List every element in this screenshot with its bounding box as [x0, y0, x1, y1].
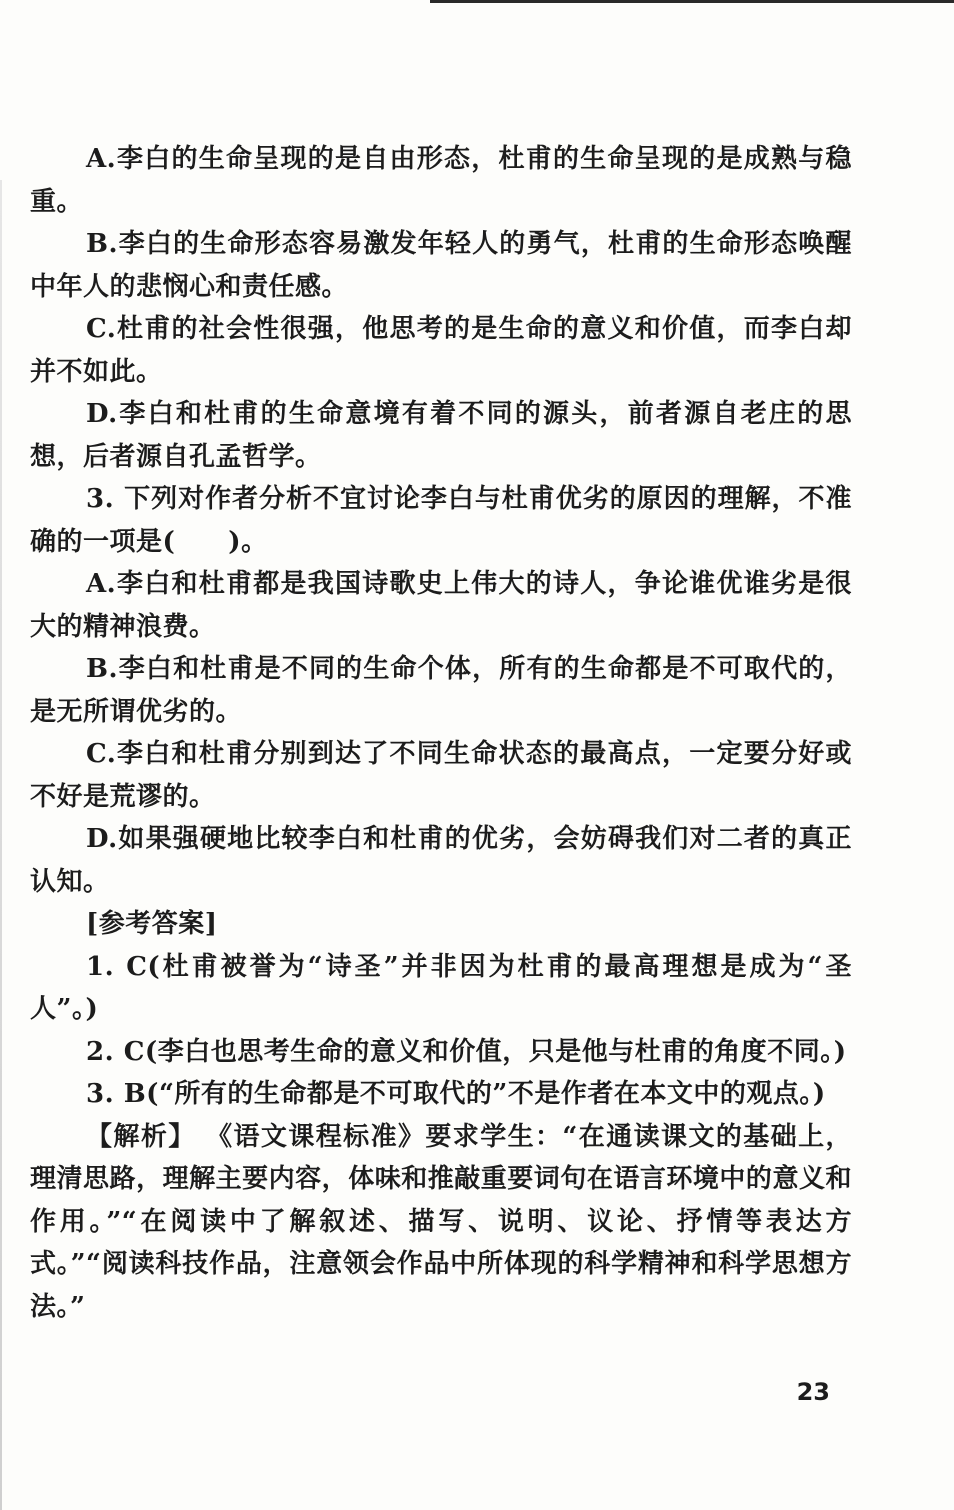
q2-option-c: C.杜甫的社会性很强，他思考的是生命的意义和价值，而李白却并不如此。 [30, 314, 852, 387]
q3-option-c: C.李白和杜甫分别到达了不同生命状态的最高点，一定要分好或不好是荒谬的。 [30, 739, 852, 812]
q2-option-b: B.李白的生命形态容易激发年轻人的勇气，杜甫的生命形态唤醒中年人的悲悯心和责任感。 [30, 229, 852, 302]
analysis-paragraph [30, 1116, 852, 1329]
page-number: 23 [796, 1378, 830, 1406]
binding-edge [0, 180, 2, 1510]
page-content [30, 138, 852, 1328]
q2-option-d: D.李白和杜甫的生命意境有着不同的源头，前者源自老庄的思想，后者源自孔孟哲学。 [30, 399, 852, 472]
q3-option-a: A.李白和杜甫都是我国诗歌史上伟大的诗人，争论谁优谁劣是很大的精神浪费。 [30, 569, 852, 642]
answer-item-1: 1. C(杜甫被誉为“诗圣”并非因为杜甫的最高理想是成为“圣人”。) [30, 951, 852, 1024]
q3-stem: 3. 下列对作者分析不宜讨论李白与杜甫优劣的原因的理解，不准确的一项是( )。 [30, 484, 852, 557]
q2-option-a: A.李白的生命呈现的是自由形态，杜甫的生命呈现的是成熟与稳重。 [30, 144, 852, 217]
analysis-text: 《语文课程标准》要求学生：“在通读课文的基础上，理清思路，理解主要内容，体味和推敲重要词句在语言环境中的意义和作用。”“在阅读中了解叙述、描写、说明、议论、抒情等表达方式。”“阅读科技作品，注意领会作品中所体现的科学精神和科学思想方法。” [30, 1121, 852, 1322]
answer-item-3: 3. B(“所有的生命都是不可取代的”不是作者在本文中的观点。) [86, 1079, 826, 1109]
top-rule [430, 0, 954, 3]
answer-item-2: 2. C(李白也思考生命的意义和价值，只是他与杜甫的角度不同。) [86, 1036, 847, 1067]
analysis-label: 【解析】 [86, 1121, 196, 1152]
q3-option-b: B.李白和杜甫是不同的生命个体，所有的生命都是不可取代的，是无所谓优劣的。 [30, 654, 852, 727]
answers-heading: [参考答案] [86, 909, 218, 939]
q3-option-d: D.如果强硬地比较李白和杜甫的优劣，会妨碍我们对二者的真正认知。 [30, 824, 852, 897]
